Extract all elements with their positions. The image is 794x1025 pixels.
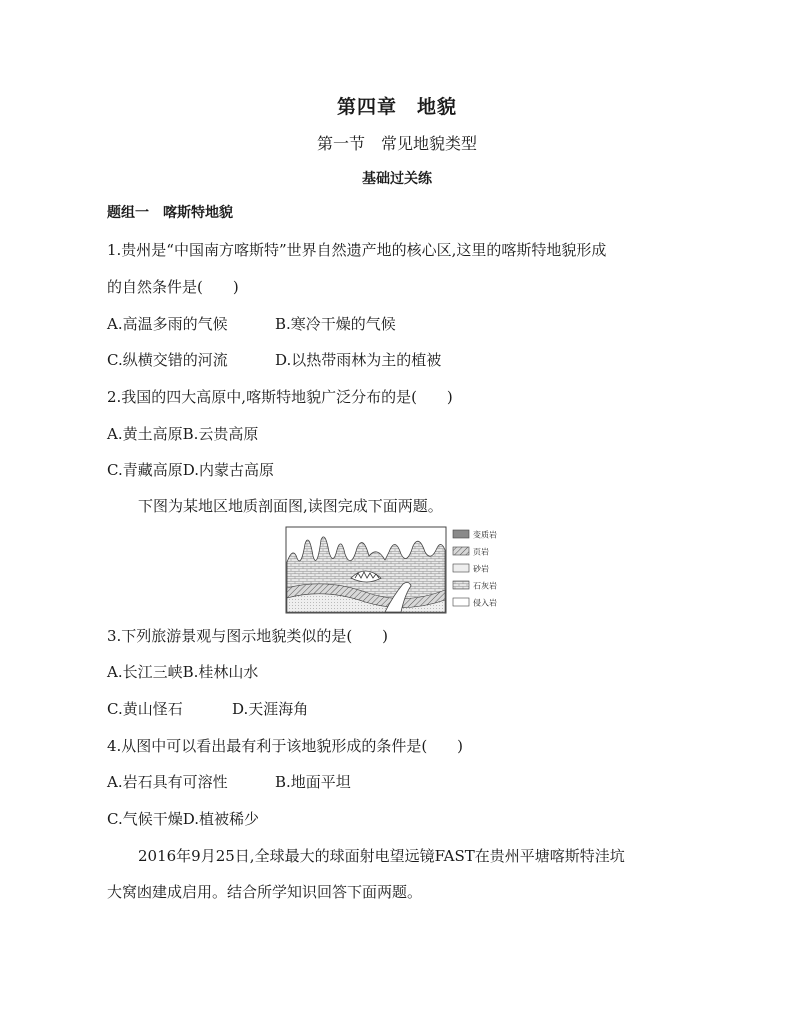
q1-option-c: C.纵横交错的河流 xyxy=(107,351,228,369)
q1-stem-line1: 1.贵州是“中国南方喀斯特”世界自然遗产地的核心区,这里的喀斯特地貌形成 xyxy=(107,241,607,259)
q3-option-d: D.天涯海角 xyxy=(232,700,309,718)
q3-options-ab: A.长江三峡B.桂林山水 xyxy=(107,663,259,681)
cross-section-diagram xyxy=(285,526,509,614)
legend-shale: 页岩 xyxy=(473,547,489,557)
figure-legend xyxy=(453,530,497,608)
q4-option-b: B.地面平坦 xyxy=(275,773,351,791)
section-title: 第一节 常见地貌类型 xyxy=(316,134,477,153)
fast-intro-line2: 大窝凼建成启用。结合所学知识回答下面两题。 xyxy=(107,883,423,901)
legend-intrusive: 侵入岩 xyxy=(473,598,497,608)
legend-limestone: 石灰岩 xyxy=(473,581,497,591)
q1-option-a: A.高温多雨的气候 xyxy=(107,315,228,333)
q2-options-cd: C.青藏高原D.内蒙古高原 xyxy=(107,461,274,479)
q4-option-a: A.岩石具有可溶性 xyxy=(107,773,228,791)
exercise-heading: 基础过关练 xyxy=(362,171,432,187)
q1-option-d: D.以热带雨林为主的植被 xyxy=(275,351,442,369)
group-title: 题组一 喀斯特地貌 xyxy=(107,205,233,221)
q1-option-b: B.寒冷干燥的气候 xyxy=(275,315,396,333)
q4-stem: 4.从图中可以看出最有利于该地貌形成的条件是( ) xyxy=(107,737,464,755)
fast-intro-line1: 2016年9月25日,全球最大的球面射电望远镜FAST在贵州平塘喀斯特洼坑 xyxy=(138,847,625,865)
q2-stem: 2.我国的四大高原中,喀斯特地貌广泛分布的是( ) xyxy=(107,388,453,406)
q3-stem: 3.下列旅游景观与图示地貌类似的是( ) xyxy=(107,627,389,645)
legend-metamorphic: 变质岩 xyxy=(473,530,497,540)
q1-stem-line2: 的自然条件是( ) xyxy=(107,278,239,296)
chapter-title: 第四章 地貌 xyxy=(336,96,457,118)
legend-sandstone: 砂岩 xyxy=(473,564,489,574)
q3-option-c: C.黄山怪石 xyxy=(107,700,183,718)
q2-options-ab: A.黄土高原B.云贵高原 xyxy=(107,425,259,443)
q4-options-cd: C.气候干燥D.植被稀少 xyxy=(107,810,259,828)
figure-intro: 下图为某地区地质剖面图,读图完成下面两题。 xyxy=(138,497,443,515)
geologic-cross-section-figure xyxy=(285,526,509,614)
